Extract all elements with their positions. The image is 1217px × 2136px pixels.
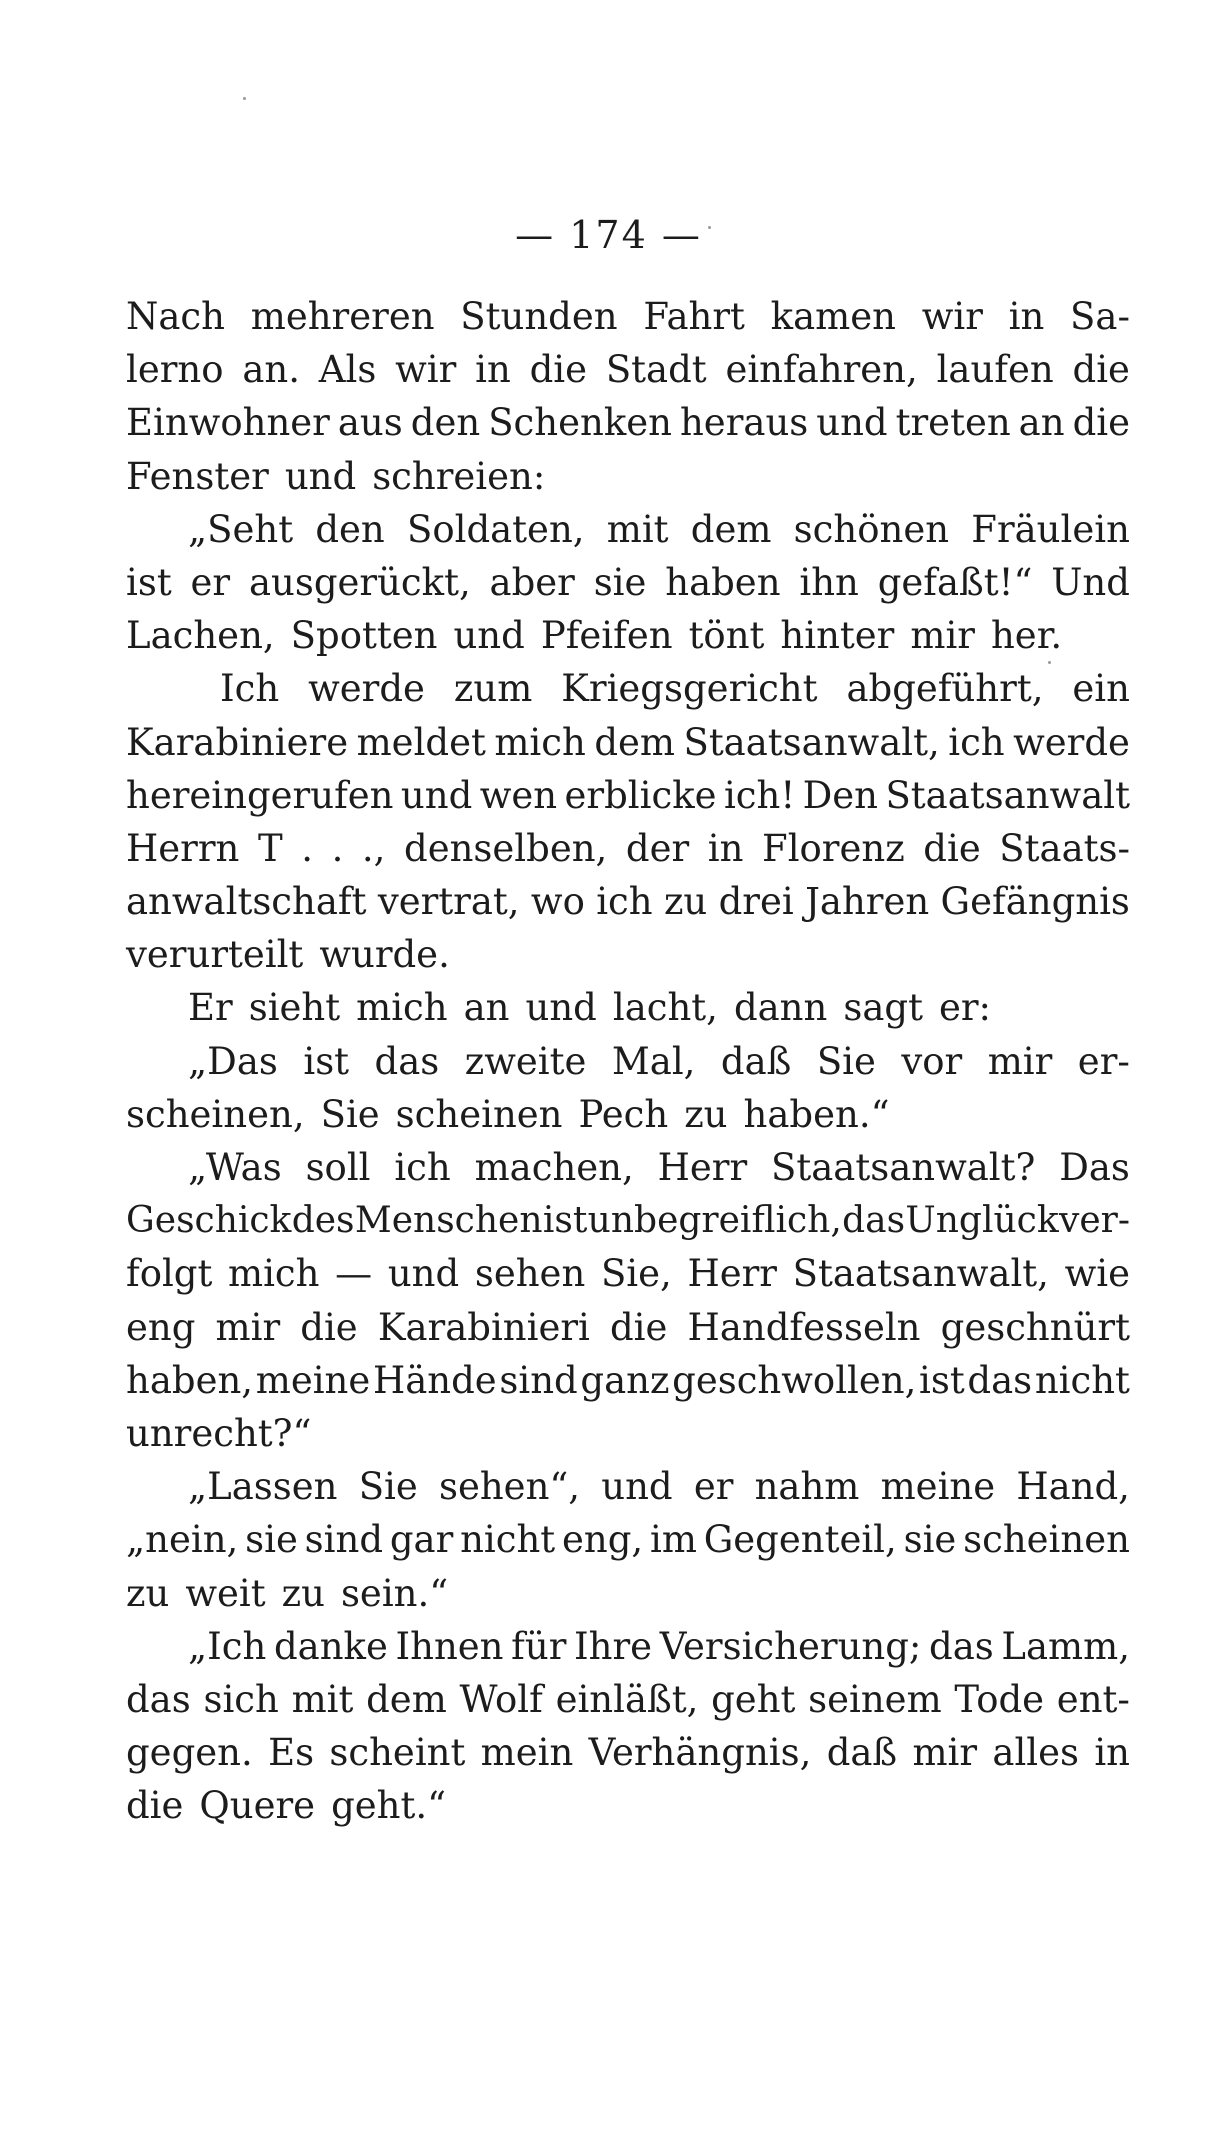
text-line: lerno an. Als wir in die Stadt einfahren, laufen die [126,348,1130,392]
text-line: verurteilt wurde. [126,933,450,977]
text-line: die Quere geht.“ [126,1784,447,1828]
text-line: zu weit zu sein.“ [126,1571,449,1615]
text-line: das sich mit dem Wolf einläßt, geht seinem Tode ent- [126,1677,1130,1721]
text-line: Fenster und schreien: [126,454,546,498]
paragraph [126,290,1130,503]
paragraph [126,1620,1130,1833]
text-line: „Ich danke Ihnen für Ihre Versicherung; das Lamm, [188,1624,1130,1668]
text-line: Nach mehreren Stunden Fahrt kamen wir in Sa- [126,295,1130,338]
paper-speck [1048,661,1051,664]
text-line: Karabiniere meldet mich dem Staatsanwalt, ich werde [126,720,1130,764]
paragraph [126,1460,1130,1620]
text-line: Herrn T . . ., denselben, der in Florenz die Staats- [126,826,1130,870]
text-line: Geschick des Menschen ist unbegreiflich, das Unglück ver- [126,1200,1130,1242]
text-line: „Das ist das zweite Mal, daß Sie vor mir er- [188,1039,1130,1083]
text-line: ist er ausgerückt, aber sie haben ihn gefaßt!“ Und [126,560,1130,604]
text-line: Einwohner aus den Schenken heraus und treten an die [126,401,1130,445]
paragraph [126,1035,1130,1141]
paragraph [126,662,1130,981]
text-line: Lachen, Spotten und Pfeifen tönt hinter mir her. [126,614,1063,658]
text-line: unrecht?“ [126,1411,312,1455]
text-line: „nein, sie sind gar nicht eng, im Gegenteil, sie scheinen [126,1518,1130,1562]
page-number: — 174 — [515,213,702,257]
text-line: Er sieht mich an und lacht, dann sagt er: [188,986,992,1030]
paragraph [126,503,1130,663]
text-line: hereingerufen und wen erblicke ich! Den Staatsanwalt [126,773,1130,817]
text-line: eng mir die Karabinieri die Handfesseln geschnürt [126,1305,1130,1349]
text-line: „Lassen Sie sehen“, und er nahm meine Hand, [188,1465,1130,1509]
paragraph [126,1141,1130,1460]
paper-speck [243,97,246,100]
text-line: gegen. Es scheint mein Verhängnis, daß mir alles in [126,1731,1130,1775]
text-line: „Was soll ich machen, Herr Staatsanwalt? Das [188,1146,1130,1189]
paragraph [126,981,1130,1034]
text-line: scheinen, Sie scheinen Pech zu haben.“ [126,1092,890,1136]
text-line: anwaltschaft vertrat, wo ich zu drei Jahren Gefängnis [126,880,1130,924]
text-line: „Seht den Soldaten, mit dem schönen Fräulein [188,507,1130,551]
body-text [126,290,1130,1832]
text-line: Ich werde zum Kriegsgericht abgeführt, ein [220,667,1130,711]
paper-speck [708,226,711,229]
text-line: haben, meine Hände sind ganz geschwollen, ist das nicht [126,1358,1130,1402]
text-line: folgt mich — und sehen Sie, Herr Staatsanwalt, wie [126,1252,1130,1296]
